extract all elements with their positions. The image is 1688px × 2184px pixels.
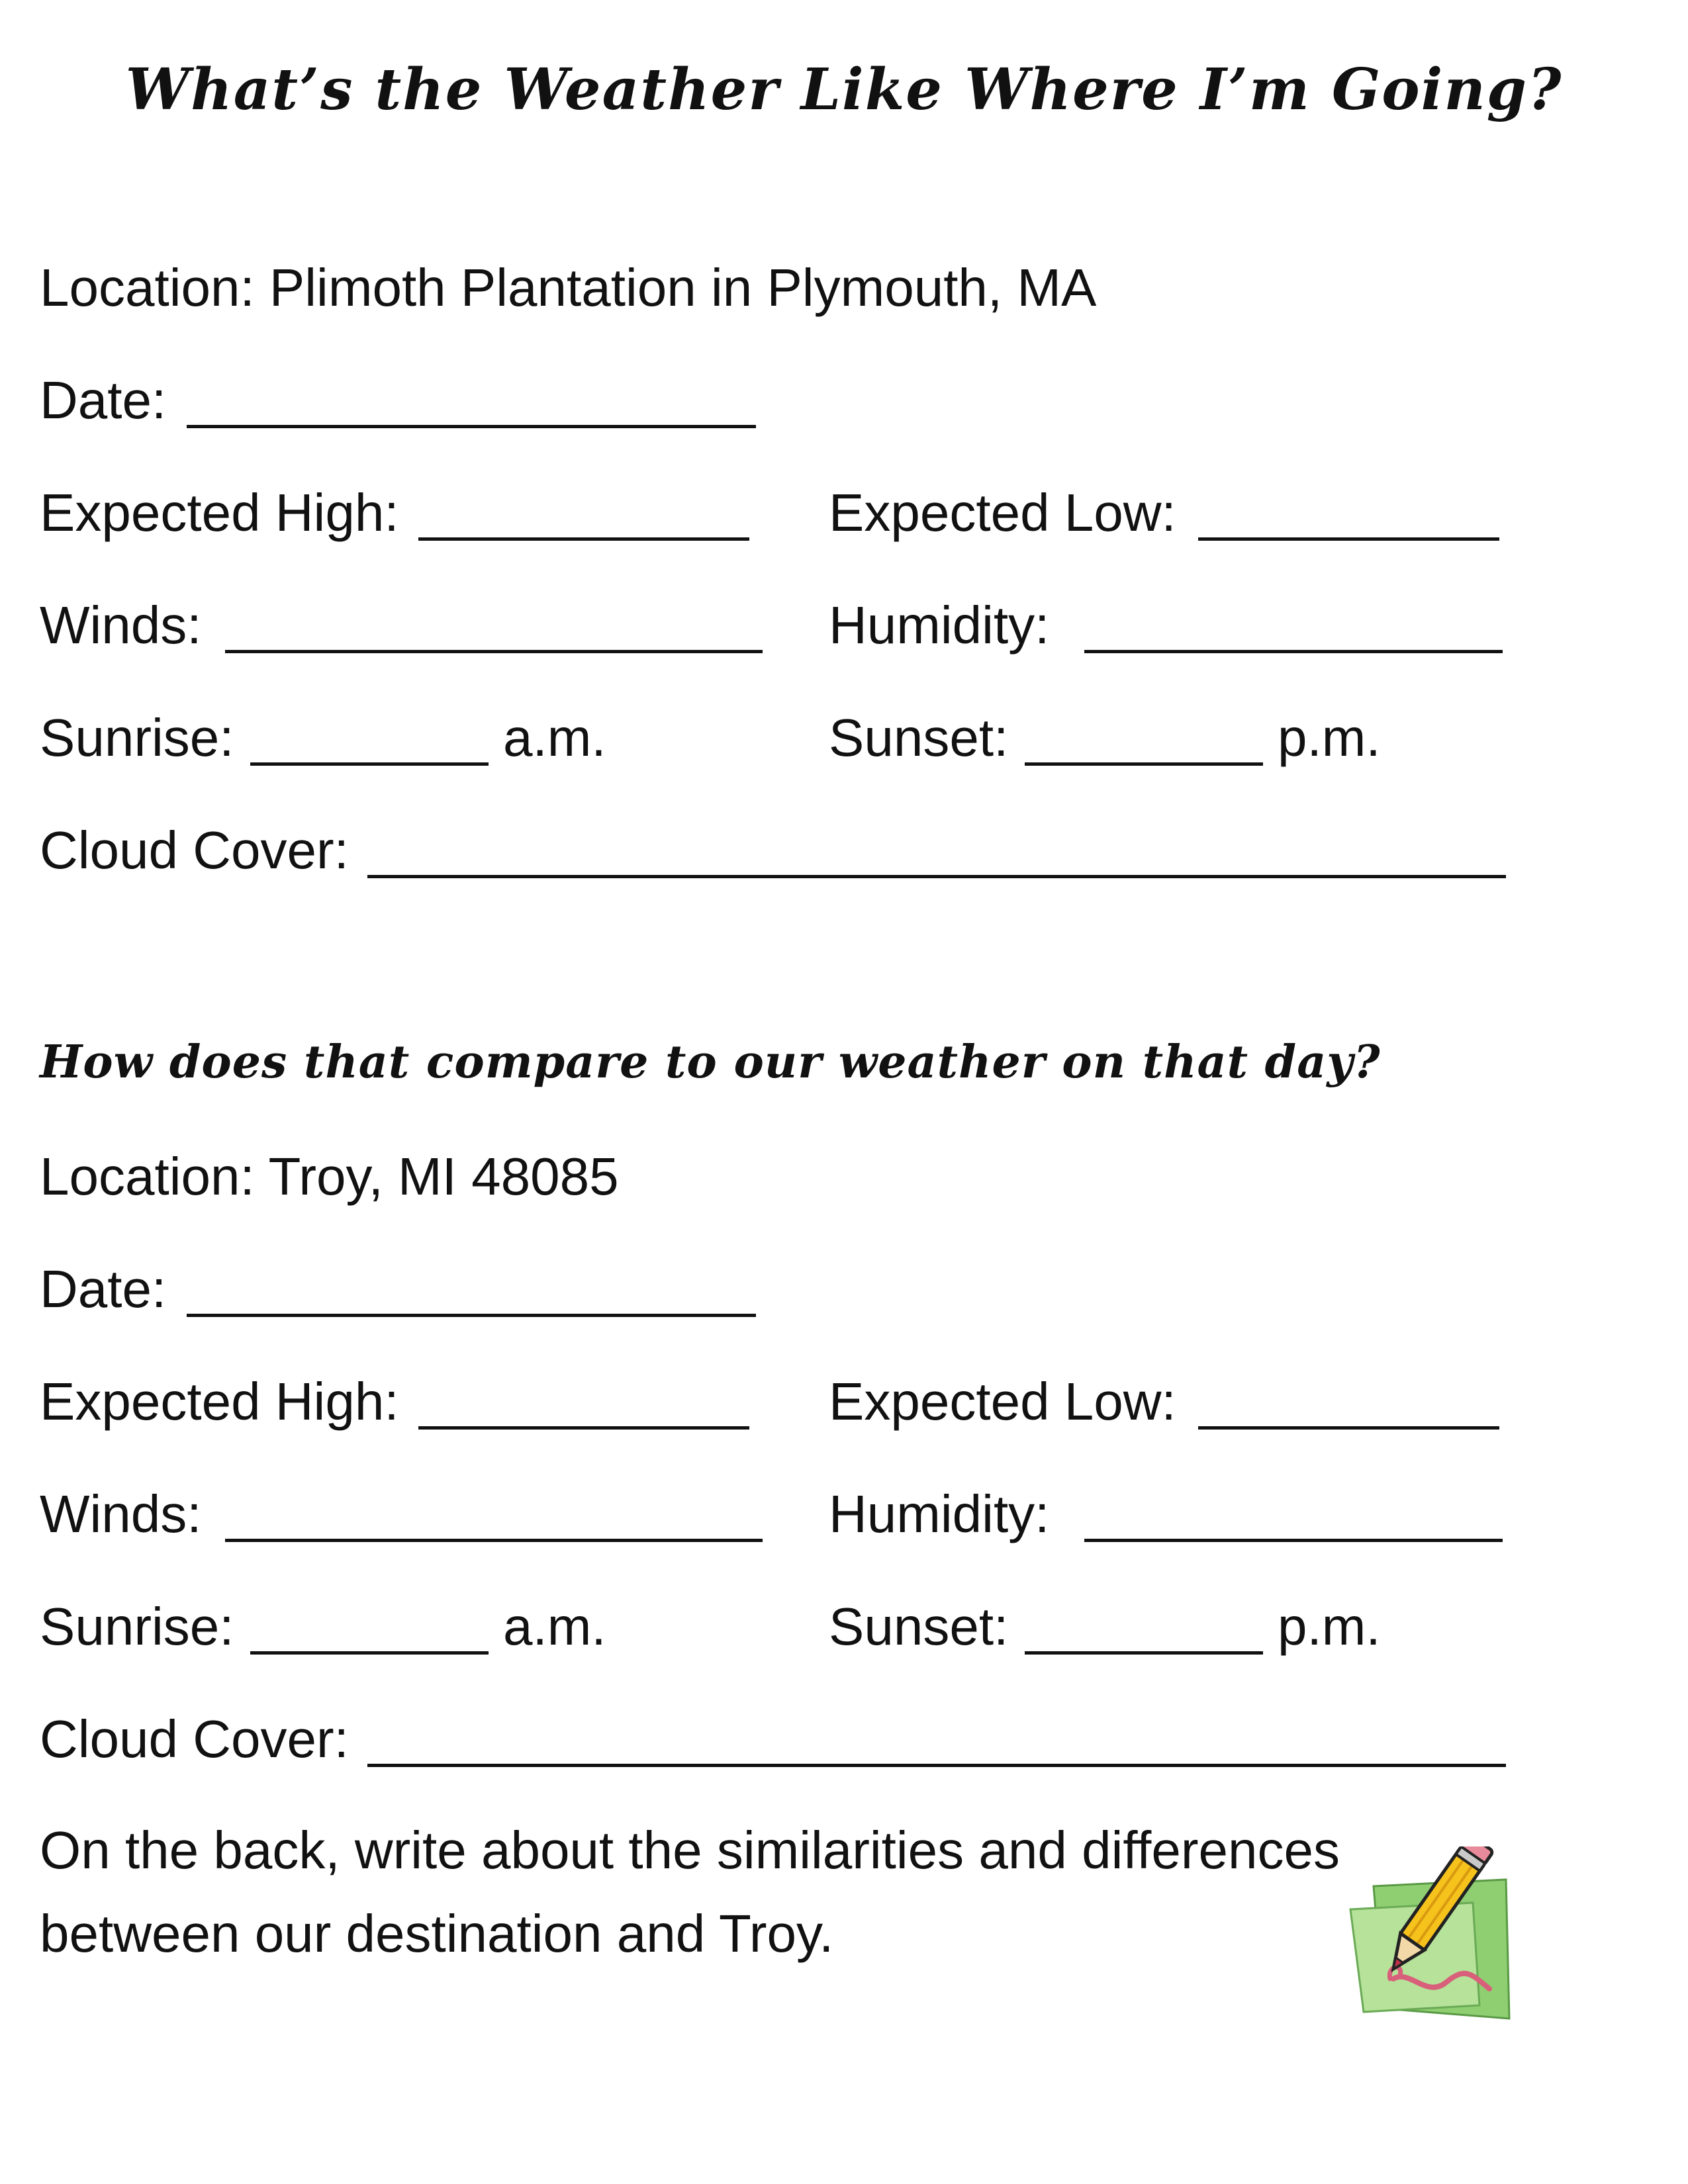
home-cloud-blank[interactable] <box>367 1764 1506 1767</box>
home-cloud-label: Cloud Cover: <box>40 1709 349 1768</box>
destination-sunset-unit: p.m. <box>1278 708 1381 767</box>
destination-winds-blank[interactable] <box>225 650 763 653</box>
pencil-writing-icon <box>1347 1846 1513 2025</box>
home-humidity-label: Humidity: <box>829 1484 1050 1543</box>
page-title: What’s the Weather Like Where I’m Going? <box>125 56 1563 123</box>
home-low-blank[interactable] <box>1198 1426 1499 1430</box>
home-low-label: Expected Low: <box>829 1372 1176 1431</box>
destination-winds-label: Winds: <box>40 596 202 655</box>
destination-date-blank[interactable] <box>187 425 756 428</box>
destination-humidity-label: Humidity: <box>829 596 1050 655</box>
destination-cloud-label: Cloud Cover: <box>40 821 349 880</box>
destination-low-blank[interactable] <box>1198 537 1499 541</box>
home-high-label: Expected High: <box>40 1372 399 1431</box>
destination-high-label: Expected High: <box>40 483 399 542</box>
instructions-line-2: between our destination and Troy. <box>40 1904 834 1963</box>
destination-location: Location: Plimoth Plantation in Plymouth, MA <box>40 258 1097 317</box>
destination-humidity-blank[interactable] <box>1084 650 1503 653</box>
home-date-label: Date: <box>40 1259 167 1318</box>
home-winds-label: Winds: <box>40 1484 202 1543</box>
destination-high-blank[interactable] <box>418 537 749 541</box>
instructions-line-1: On the back, write about the similarities and differences <box>40 1821 1340 1880</box>
home-sunset-blank[interactable] <box>1025 1651 1263 1655</box>
home-sunrise-unit: a.m. <box>503 1597 606 1656</box>
home-sunset-unit: p.m. <box>1278 1597 1381 1656</box>
destination-sunset-blank[interactable] <box>1025 762 1263 766</box>
home-sunrise-label: Sunrise: <box>40 1597 234 1656</box>
destination-sunrise-label: Sunrise: <box>40 708 234 767</box>
home-date-blank[interactable] <box>187 1314 756 1317</box>
home-sunset-label: Sunset: <box>829 1597 1009 1656</box>
home-location: Location: Troy, MI 48085 <box>40 1147 619 1206</box>
destination-sunrise-blank[interactable] <box>250 762 489 766</box>
compare-heading: How does that compare to our weather on that day? <box>40 1036 1381 1089</box>
destination-date-label: Date: <box>40 371 167 430</box>
destination-sunset-label: Sunset: <box>829 708 1009 767</box>
destination-sunrise-unit: a.m. <box>503 708 606 767</box>
home-high-blank[interactable] <box>418 1426 749 1430</box>
home-sunrise-blank[interactable] <box>250 1651 489 1655</box>
destination-cloud-blank[interactable] <box>367 875 1506 878</box>
home-winds-blank[interactable] <box>225 1539 763 1542</box>
home-humidity-blank[interactable] <box>1084 1539 1503 1542</box>
destination-low-label: Expected Low: <box>829 483 1176 542</box>
